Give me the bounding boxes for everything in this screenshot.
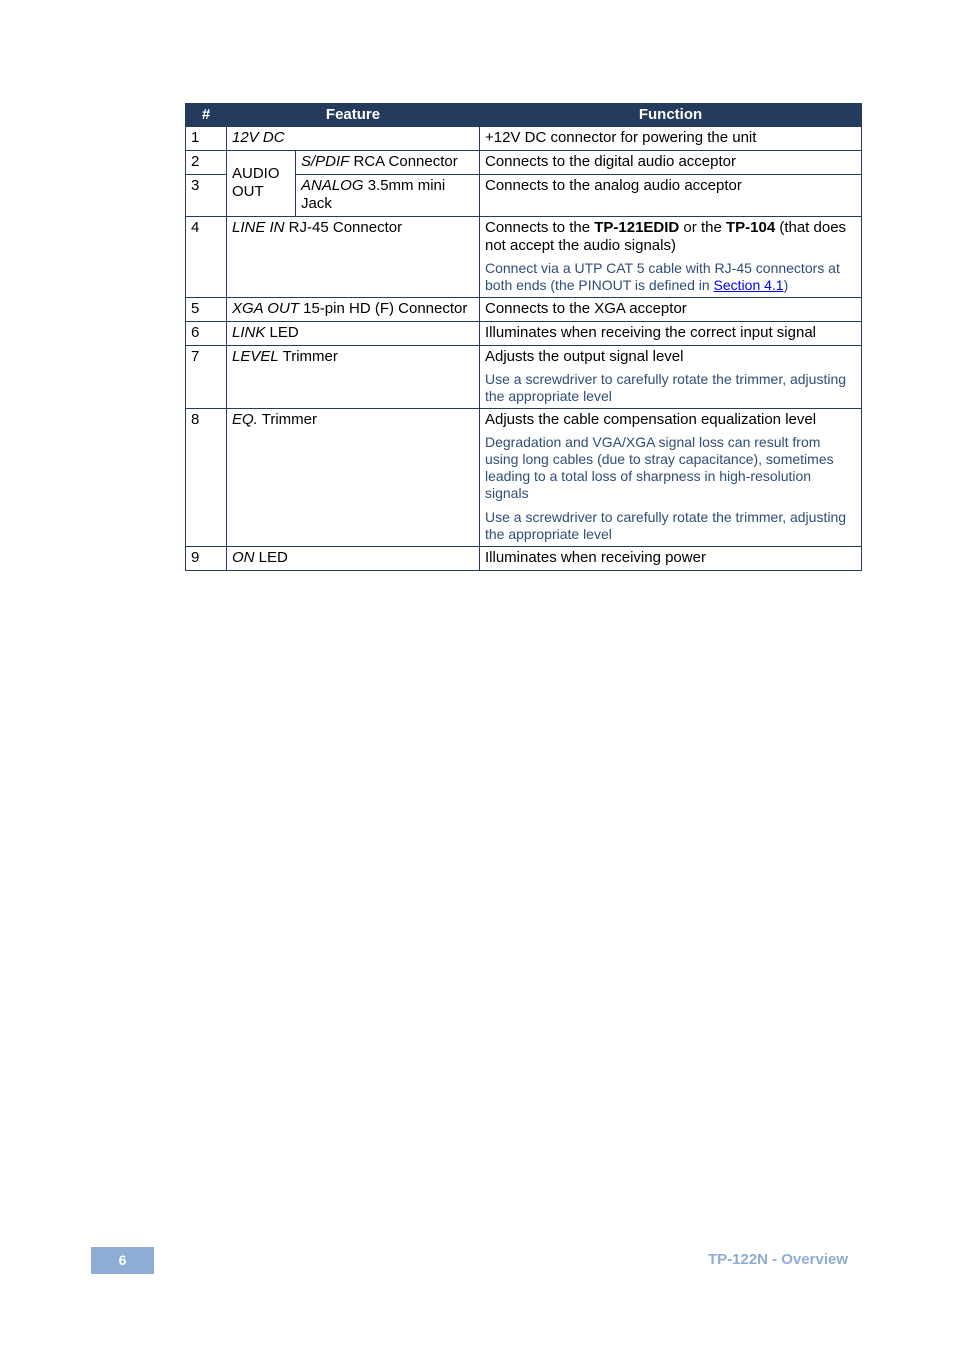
header-num: #: [186, 104, 227, 127]
feature-name: LINE IN: [232, 219, 285, 236]
row-number: 9: [186, 547, 227, 571]
row-number: 8: [186, 409, 227, 547]
table-header-row: [186, 104, 862, 127]
product-name: TP-121EDID: [594, 219, 680, 236]
feature-group-audio-out: AUDIO OUT: [227, 151, 296, 217]
function-text: Adjusts the output signal level: [485, 348, 684, 365]
feature-name: 12V DC: [232, 129, 285, 146]
footer-title: TP-122N - Overview: [707, 1251, 848, 1268]
feature-desc: RJ-45 Connector: [284, 219, 403, 236]
table-row: [186, 217, 862, 298]
function-note: [485, 260, 856, 294]
table-row: [186, 409, 862, 547]
page-number: 6: [91, 1247, 154, 1274]
feature-function-table: [185, 103, 862, 571]
row-number: 6: [186, 322, 227, 346]
function-cell: Connects to the analog audio acceptor: [480, 175, 862, 217]
feature-name: ANALOG: [301, 177, 364, 194]
function-cell: Illuminates when receiving the correct input signal: [480, 322, 862, 346]
feature-cell: [227, 409, 480, 547]
feature-desc: 3.5mm mini Jack: [301, 177, 446, 212]
feature-desc: LED: [254, 549, 288, 566]
feature-cell: [227, 547, 480, 571]
table-row: [186, 322, 862, 346]
feature-desc: Trimmer: [257, 411, 318, 428]
row-number: 2: [186, 151, 227, 175]
header-feature: Feature: [227, 104, 480, 127]
feature-name: ON: [232, 549, 255, 566]
feature-name: LINK: [232, 324, 266, 341]
function-cell: Illuminates when receiving power: [480, 547, 862, 571]
feature-name: EQ.: [232, 411, 258, 428]
table-row: [186, 547, 862, 571]
function-text: [485, 219, 856, 255]
feature-desc: Trimmer: [278, 348, 338, 365]
table-row: [186, 346, 862, 409]
feature-name: S/PDIF: [301, 153, 350, 170]
function-cell: [480, 346, 862, 409]
function-text: Adjusts the cable compensation equalization level: [485, 411, 817, 428]
feature-cell: [227, 346, 480, 409]
row-number: 5: [186, 298, 227, 322]
feature-cell: [227, 217, 480, 298]
feature-desc: 15-pin HD (F) Connector: [298, 300, 468, 317]
feature-cell: [227, 298, 480, 322]
function-cell: [480, 217, 862, 298]
feature-name: LEVEL: [232, 348, 279, 365]
function-cell: +12V DC connector for powering the unit: [480, 127, 862, 151]
function-note: Degradation and VGA/XGA signal loss can result from using long cables (due to stray capacitance), sometimes leading to a total loss of sharpness in high-resolution signals: [485, 434, 834, 501]
feature-cell: [227, 127, 480, 151]
function-cell: Connects to the XGA acceptor: [480, 298, 862, 322]
function-text-part: or the: [679, 219, 726, 236]
row-number: 1: [186, 127, 227, 151]
feature-desc: RCA Connector: [349, 153, 458, 170]
feature-cell: [296, 175, 480, 217]
note-text: Connect via a UTP CAT 5 cable with RJ-45 connectors at both ends (the PINOUT is defined in: [485, 260, 840, 293]
function-cell: [480, 409, 862, 547]
feature-name: XGA OUT: [232, 300, 299, 317]
table-row: [186, 151, 862, 175]
function-note: Use a screwdriver to carefully rotate the trimmer, adjusting the appropriate level: [485, 371, 847, 404]
function-text-part: (that does not accept the audio signals): [485, 219, 847, 254]
note-text: ): [783, 277, 789, 293]
feature-cell: [296, 151, 480, 175]
table-row: [186, 127, 862, 151]
header-function: Function: [480, 104, 862, 127]
table-row: [186, 298, 862, 322]
function-text-part: Connects to the: [485, 219, 595, 236]
function-note: Use a screwdriver to carefully rotate the trimmer, adjusting the appropriate level: [485, 509, 847, 542]
row-number: 4: [186, 217, 227, 298]
product-name: TP-104: [725, 219, 776, 236]
section-link[interactable]: Section 4.1: [713, 277, 784, 293]
function-cell: Connects to the digital audio acceptor: [480, 151, 862, 175]
row-number: 3: [186, 175, 227, 217]
feature-cell: [227, 322, 480, 346]
row-number: 7: [186, 346, 227, 409]
feature-desc: LED: [265, 324, 299, 341]
